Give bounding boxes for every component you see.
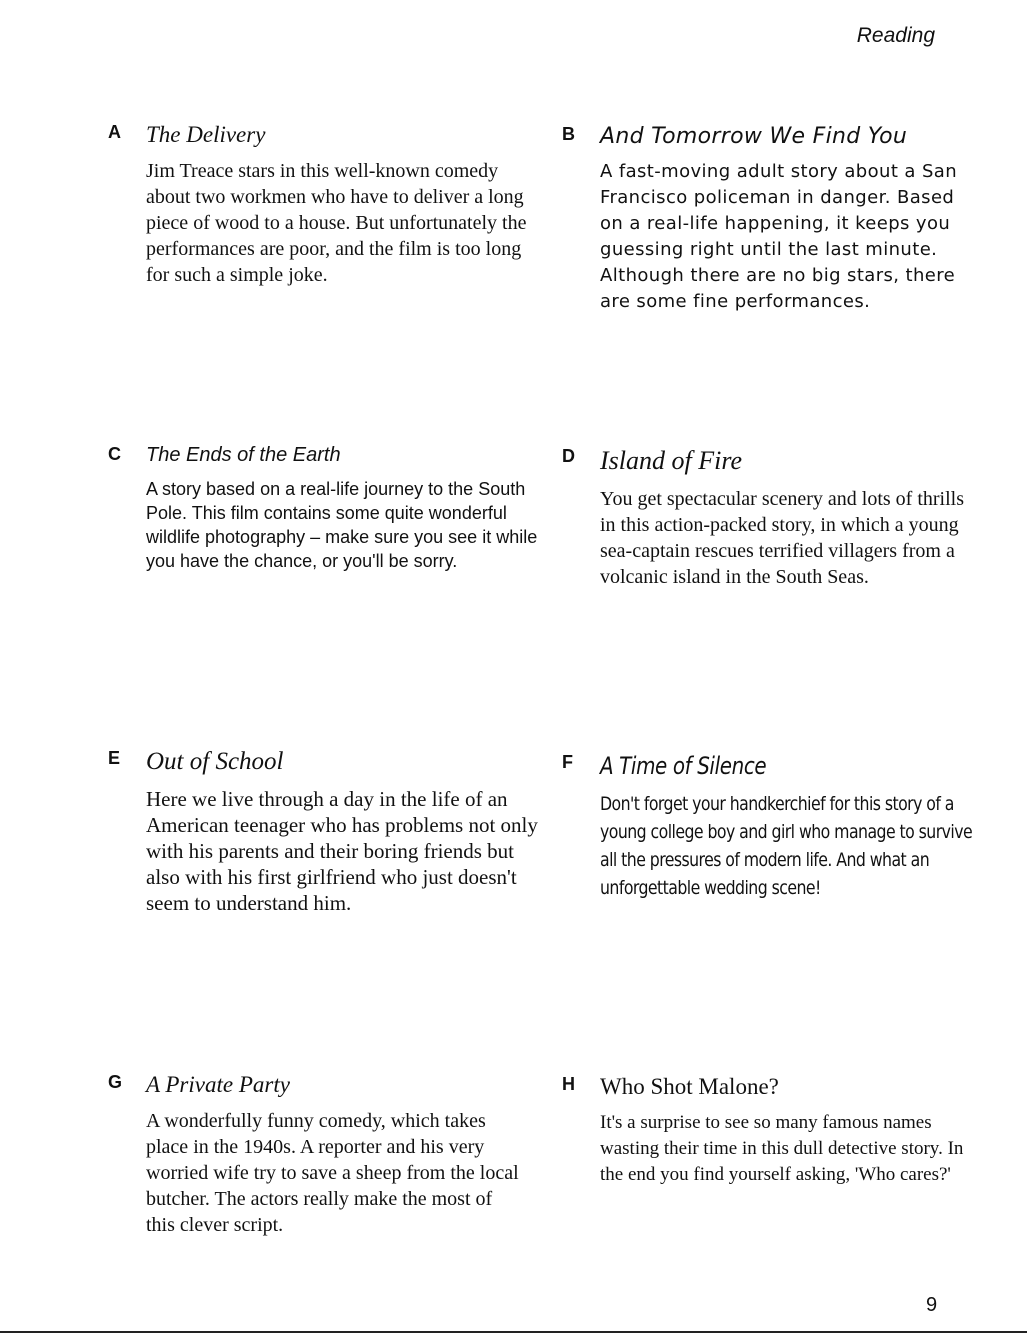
review-f bbox=[562, 752, 980, 902]
review-b bbox=[562, 124, 980, 315]
review-title: Island of Fire bbox=[600, 446, 743, 475]
review-title: And Tomorrow We Find You bbox=[600, 124, 908, 149]
review-letter: G bbox=[108, 1072, 123, 1092]
review-body: Don't forget your handkerchief for this story of a young college boy and girl who manage to survive all the pressures of modern life. And what an unforgettable wedding scene! bbox=[600, 793, 973, 899]
page-number: 9 bbox=[926, 1294, 938, 1316]
review-body: A wonderfully funny comedy, which takes place in the 1940s. A reporter and his very worried wife try to save a sheep from the local butcher. The actors really make the most of this clever script. bbox=[146, 1110, 519, 1236]
review-body: Jim Treace stars in this well-known comedy about two workmen who have to deliver a long piece of wood to a house. But unfortunately the performances are poor, and the film is too long for such a simple joke. bbox=[146, 160, 527, 286]
review-body: Here we live through a day in the life of an American teenager who has problems not only with his parents and their boring friends but also with his first girlfriend who just doesn't seem to understand him. bbox=[146, 787, 538, 915]
review-title: A Time of Silence bbox=[600, 752, 767, 780]
review-body: A story based on a real-life journey to the South Pole. This film contains some quite wonderful wildlife photography – make sure you see it while you have the chance, or you'll be sorry. bbox=[146, 479, 538, 571]
review-h bbox=[562, 1074, 980, 1188]
review-letter: D bbox=[562, 446, 575, 466]
review-title: The Ends of the Earth bbox=[146, 444, 341, 466]
review-e bbox=[108, 748, 546, 916]
section-header: Reading bbox=[856, 24, 935, 47]
review-a bbox=[108, 122, 546, 288]
review-letter: C bbox=[108, 444, 121, 464]
review-g bbox=[108, 1072, 526, 1238]
review-title: A Private Party bbox=[146, 1072, 290, 1097]
review-title: The Delivery bbox=[146, 122, 266, 147]
review-title: Out of School bbox=[146, 748, 284, 775]
review-letter: E bbox=[108, 748, 121, 768]
review-body: A fast-moving adult story about a San Francisco policeman in danger. Based on a real-life happening, it keeps you guessing right until the last minute. Although there are no big stars, there are some fine performances. bbox=[600, 161, 958, 312]
review-c bbox=[108, 444, 546, 573]
bottom-rule bbox=[0, 1331, 1027, 1333]
review-letter: F bbox=[562, 752, 573, 772]
review-title: Who Shot Malone? bbox=[600, 1074, 779, 1099]
review-letter: B bbox=[562, 124, 575, 144]
review-letter: H bbox=[562, 1074, 575, 1094]
review-body: It's a surprise to see so many famous names wasting their time in this dull detective story. In the end you find yourself asking, 'Who cares?' bbox=[600, 1112, 964, 1185]
review-letter: A bbox=[108, 122, 121, 142]
review-body: You get spectacular scenery and lots of thrills in this action-packed story, in which a young sea-captain rescues terrified villagers from a volcanic island in the South Seas. bbox=[600, 488, 964, 588]
review-d bbox=[562, 446, 980, 590]
